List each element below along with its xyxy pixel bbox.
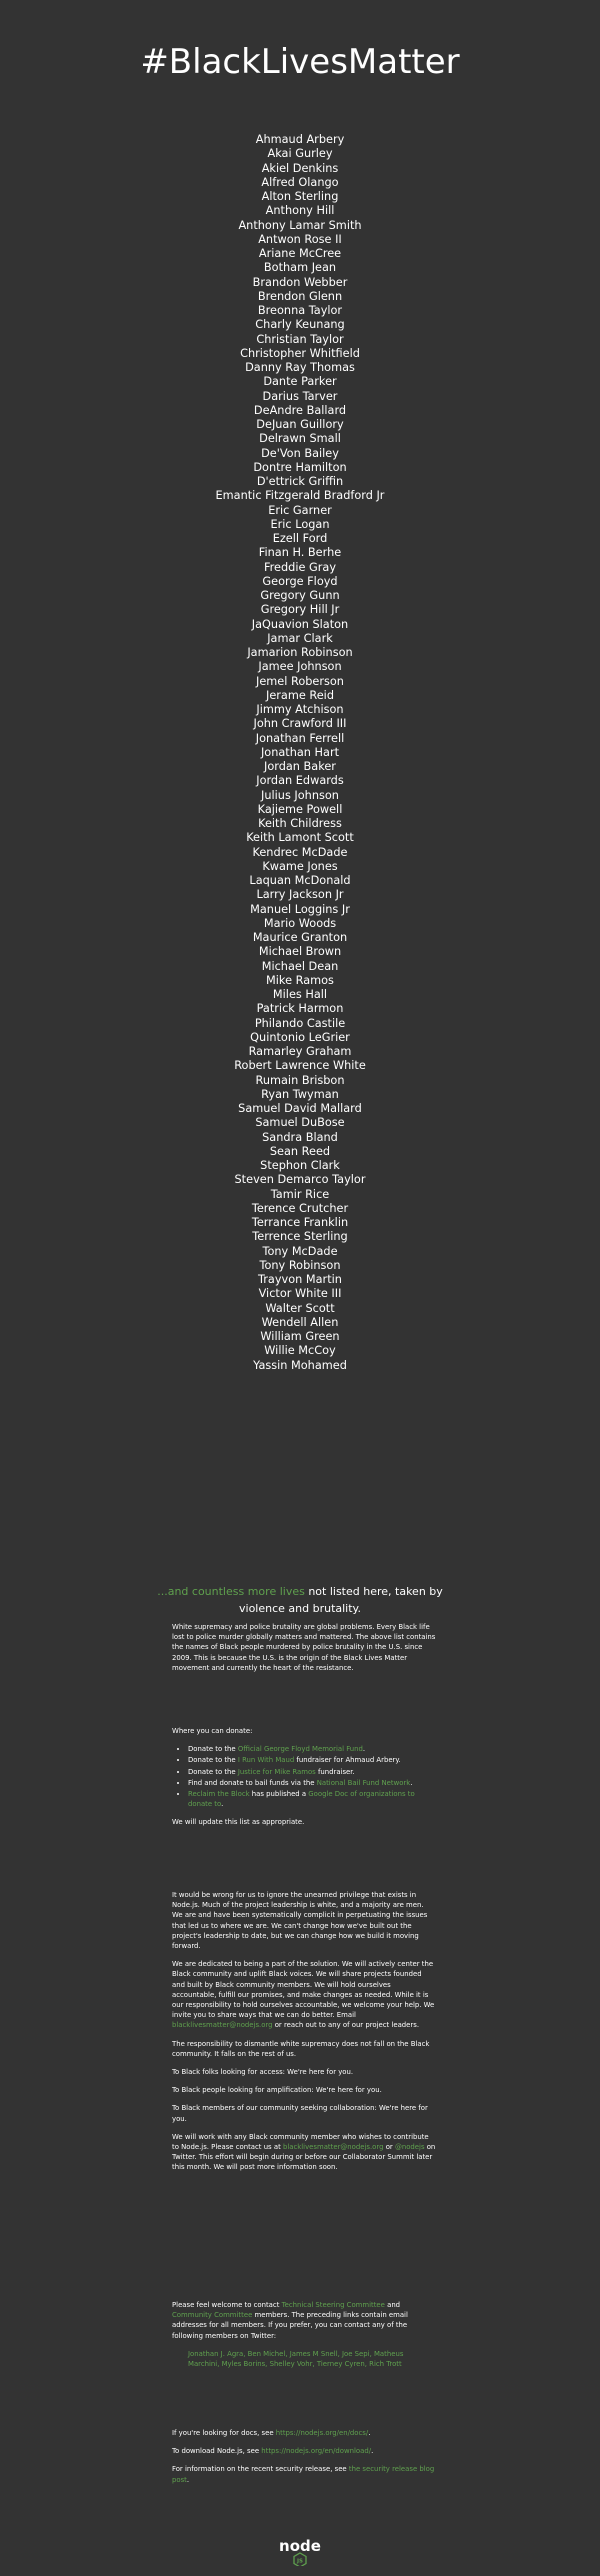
nodejs-logo[interactable] — [268, 2536, 332, 2566]
donate-link[interactable]: I Run With Maud — [237, 1756, 295, 1765]
name-item: Kajieme Powell — [257, 802, 343, 816]
name-item: Kwame Jones — [262, 859, 338, 873]
name-item: JaQuavion Slaton — [251, 617, 349, 631]
name-item: Alfred Olango — [261, 175, 339, 189]
footer-links — [172, 2428, 436, 2493]
name-item: Gregory Hill Jr — [260, 603, 340, 617]
countless-text: not listed here, taken by violence and brutality. — [239, 1585, 443, 1615]
name-item: Robert Lawrence White — [234, 1059, 366, 1073]
name-item: Tamir Rice — [270, 1187, 330, 1201]
name-item: Laquan McDonald — [249, 874, 351, 887]
name-item: Terrance Franklin — [251, 1216, 349, 1229]
members-list — [172, 2349, 436, 2369]
name-item: Anthony Hill — [265, 204, 335, 218]
donate-item: • Find and donate to bail funds via the National Bail Fund Network. — [188, 1778, 436, 1788]
statement-paragraph: We are dedicated to being a part of the solution. We will actively center the Black community and uplift Black voices. We will share projects founded and built by Black community members. We will hold ourselves accountable, fulfill our promises, and make changes as needed. While it is our responsibility to hold ourselves accountable, we welcome your help. We invite you to share ways that we can do better. Email blacklivesmatter@nodejs.org or reach out to any of our project leaders. — [172, 1960, 435, 2030]
name-item: Rumain Brisbon — [255, 1073, 345, 1087]
name-item: D'ettrick Griffin — [256, 475, 344, 488]
statement-paragraph: To Black folks looking for access: We're here for you. — [172, 2068, 354, 2077]
name-item: Jamarion Robinson — [247, 646, 353, 659]
name-item: Ramarley Graham — [248, 1045, 352, 1058]
name-item: Jamee Johnson — [258, 660, 342, 674]
donate-link[interactable]: Official George Floyd Memorial Fund — [237, 1745, 363, 1754]
name-item: Jimmy Atchison — [256, 703, 344, 716]
name-item: Dante Parker — [263, 375, 337, 389]
twitter-link[interactable]: @nodejs — [394, 2143, 425, 2152]
name-item: Yassin Mohamed — [253, 1358, 347, 1372]
name-item: Sean Reed — [269, 1144, 331, 1158]
name-item: George Floyd — [262, 574, 338, 588]
name-item: Breonna Taylor — [257, 304, 343, 317]
name-item: Mario Woods — [263, 916, 337, 930]
name-item: Jerame Reid — [266, 688, 334, 702]
name-item: Philando Castile — [254, 1016, 346, 1030]
donate-link[interactable]: Google Doc of organizations to donate to — [188, 1790, 415, 1809]
name-item: Mike Ramos — [266, 973, 334, 987]
statement-paragraph: It would be wrong for us to ignore the unearned privilege that exists in Node.js. Much of the project leadership is white, and a majority are men. We are and have been systematically complicit in perpetuating the issues that led us to where we are. We can't change how we've built out the project's leadership to date, but we can change how we build it moving forward. — [172, 1891, 428, 1951]
nodejs-logo-icon — [268, 2536, 332, 2566]
statement-paragraph: To Black members of our community seeking collaboration: We're here for you. — [172, 2104, 428, 2123]
statement-section — [172, 1890, 436, 2181]
name-item: Dontre Hamilton — [253, 460, 347, 474]
intro-section — [172, 1622, 436, 1681]
contact-paragraph: Please feel welcome to contact Technical Steering Committee and Community Committee members. The preceding links contain email addresses for all members. If you prefer, you can contact any of the following members on Twitter: — [172, 2301, 408, 2340]
name-item: Wendell Allen — [261, 1315, 339, 1329]
intro-paragraph: White supremacy and police brutality are global problems. Every Black life lost to police murder globally matters and mattered. The above list contains the names of Black people murdered by police brutality in the U.S. since 2009. This is because the U.S. is the origin of the Black Lives Matter movement and currently the heart of the resistance. — [172, 1623, 436, 1672]
name-item: Gregory Gunn — [260, 589, 340, 602]
name-item: Terence Crutcher — [251, 1201, 349, 1215]
docs-line: If you're looking for docs, see https://nodejs.org/en/docs/. — [172, 2429, 371, 2437]
name-item: Christopher Whitfield — [240, 346, 360, 360]
name-item: Samuel David Mallard — [238, 1102, 362, 1115]
countless-link[interactable]: ...and countless more lives — [157, 1585, 305, 1598]
statement-paragraph: The responsibility to dismantle white supremacy does not fall on the Black community. It falls on the rest of us. — [172, 2039, 430, 2058]
name-item: Patrick Harmon — [256, 1002, 344, 1016]
name-item: Emantic Fitzgerald Bradford Jr — [215, 489, 385, 503]
countless-statement — [150, 1583, 450, 1617]
name-item: Keith Childress — [258, 817, 342, 830]
download-line: To download Node.js, see https://nodejs.org/en/download/. — [172, 2447, 374, 2456]
name-item: Jordan Edwards — [256, 774, 344, 788]
name-item: Manuel Loggins Jr — [250, 902, 350, 916]
name-item: William Green — [260, 1330, 340, 1343]
name-item: Willie McCoy — [264, 1344, 336, 1358]
name-item: Darius Tarver — [262, 389, 338, 403]
donate-section — [172, 1726, 436, 1836]
name-item: Eric Logan — [270, 517, 330, 531]
donate-link[interactable]: Reclaim the Block — [188, 1790, 250, 1799]
name-item: Larry Jackson Jr — [256, 888, 344, 902]
name-item: Keith Lamont Scott — [246, 831, 354, 845]
donate-link[interactable]: Justice for Mike Ramos — [237, 1767, 316, 1776]
page-title: #BlackLivesMatter — [140, 42, 460, 82]
donate-item: • Donate to the Official George Floyd Memorial Fund. — [188, 1744, 436, 1754]
email-link[interactable]: blacklivesmatter@nodejs.org — [172, 2021, 273, 2030]
name-item: Freddie Gray — [263, 560, 337, 574]
name-item: Danny Ray Thomas — [245, 361, 355, 374]
name-item: Jamar Clark — [267, 631, 333, 645]
logo-badge: JS — [296, 2558, 304, 2565]
name-item: Steven Demarco Taylor — [234, 1173, 366, 1187]
name-item: Brandon Webber — [252, 275, 348, 289]
update-note: We will update this list as appropriate. — [172, 1818, 305, 1827]
name-item: Quintonio LeGrier — [250, 1030, 350, 1044]
name-item: Delrawn Small — [259, 432, 341, 446]
statement-paragraph: We will work with any Black community member who wishes to contribute to Node.js. Please contact us at blacklivesmatter@nodejs.org or @nodejs on Twitter. This effort will begin during or before our Collaborator Summit later this month. We will post more information soon. — [172, 2132, 436, 2172]
name-item: Miles Hall — [272, 988, 328, 1001]
security-line: For information on the recent security release, see the security release blog post. — [172, 2465, 435, 2484]
security-link[interactable]: the security release blog post — [172, 2465, 435, 2484]
donate-item: • Donate to the I Run With Maud fundraiser for Ahmaud Arbery. — [188, 1755, 436, 1765]
name-item: Ezell Ford — [272, 532, 328, 545]
name-item: Stephon Clark — [260, 1159, 340, 1172]
name-item: Victor White III — [258, 1287, 342, 1301]
twitter-members[interactable]: Jonathan J. Agra, Ben Michel, James M Snell, Joe Sepi, Matheus Marchini, Myles Borins, Shelley Vohr, Tierney Cyren, Rich Trott — [188, 2349, 404, 2369]
name-item: Jonathan Hart — [260, 745, 340, 759]
commcomm-link[interactable]: Community Committee — [172, 2311, 253, 2320]
name-item: Kendrec McDade — [252, 845, 348, 859]
name-item: Jordan Baker — [264, 760, 336, 773]
name-item: Ariane McCree — [258, 247, 342, 260]
name-item: Julius Johnson — [261, 788, 339, 802]
donate-link[interactable]: National Bail Fund Network — [316, 1778, 411, 1787]
download-link[interactable]: https://nodejs.org/en/download/ — [261, 2447, 372, 2456]
name-item: Alton Sterling — [261, 190, 339, 203]
name-item: Brendon Glenn — [257, 289, 343, 303]
name-item: Tony Robinson — [259, 1258, 341, 1272]
name-item: Antwon Rose II — [258, 232, 342, 246]
name-item: Terrence Sterling — [252, 1230, 348, 1244]
name-item: DeAndre Ballard — [253, 403, 347, 417]
name-item: De'Von Bailey — [261, 446, 339, 460]
name-item: Anthony Lamar Smith — [238, 218, 362, 232]
name-item: Walter Scott — [265, 1301, 335, 1315]
name-item: Charly Keunang — [255, 318, 345, 332]
name-item: Tony McDade — [262, 1244, 338, 1258]
docs-link[interactable]: https://nodejs.org/en/docs/ — [275, 2429, 369, 2437]
donate-list — [172, 1744, 436, 1809]
name-item: Ryan Twyman — [261, 1087, 339, 1101]
email-link[interactable]: blacklivesmatter@nodejs.org — [282, 2143, 384, 2152]
name-item: Samuel DuBose — [255, 1116, 345, 1130]
donate-heading: Where you can donate: — [172, 1727, 253, 1735]
tsc-link[interactable]: Technical Steering Committee — [281, 2301, 385, 2309]
name-item: Sandra Bland — [262, 1130, 338, 1144]
name-item: Akiel Denkins — [261, 161, 339, 175]
name-item: Finan H. Berhe — [258, 546, 342, 560]
names-list — [0, 133, 600, 1373]
contact-section — [172, 2300, 436, 2377]
name-item: John Crawford III — [253, 717, 347, 731]
name-item: Michael Brown — [258, 945, 342, 959]
donate-item: • Donate to the Justice for Mike Ramos fundraiser. — [188, 1767, 436, 1777]
logo-word: node — [279, 2537, 321, 2555]
name-item: Botham Jean — [263, 261, 337, 275]
name-item: Jemel Roberson — [256, 674, 344, 688]
name-item: Michael Dean — [261, 959, 339, 973]
name-item: Christian Taylor — [256, 332, 344, 346]
name-item: Eric Garner — [268, 503, 332, 517]
statement-paragraph: To Black people looking for amplification: We're here for you. — [172, 2086, 382, 2095]
name-item: Jonathan Ferrell — [255, 731, 345, 745]
name-item: Maurice Granton — [252, 931, 348, 944]
name-item: Ahmaud Arbery — [255, 133, 345, 146]
donate-item: • Reclaim the Block has published a Google Doc of organizations to donate to. — [188, 1789, 436, 1809]
name-item: Akai Gurley — [267, 147, 333, 161]
name-item: DeJuan Guillory — [256, 418, 344, 431]
name-item: Trayvon Martin — [258, 1273, 342, 1286]
